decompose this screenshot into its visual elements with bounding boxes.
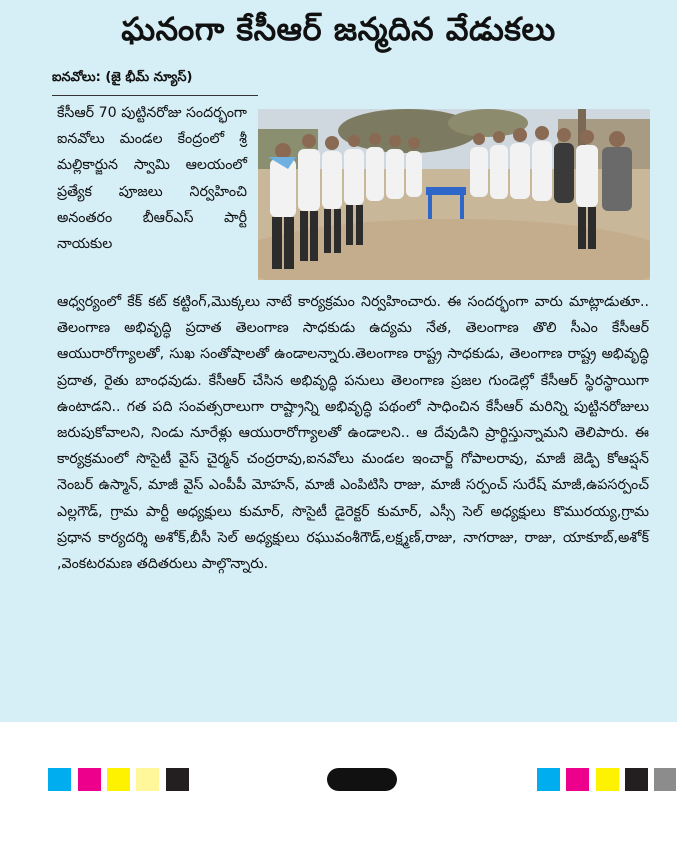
black-swatch	[166, 768, 189, 791]
gray-swatch-right	[654, 768, 676, 791]
article-body-left-column: కేసీఆర్ 70 పుట్టినరోజు సందర్భంగా ఐనవోలు మండల కేంద్రంలో శ్రీ మల్లికార్జున స్వామి ఆలయంలో ప్రత్యేక పూజలు నిర్వహించి అనంతరం బీఆర్ఎస్ పార్టీ నాయకుల	[57, 105, 247, 253]
magenta-swatch-right	[566, 768, 589, 791]
group-photo	[258, 109, 650, 280]
magenta-swatch	[78, 768, 101, 791]
black-swatch-right	[625, 768, 648, 791]
cyan-swatch-right	[537, 768, 560, 791]
article-headline: ఘనంగా కేసీఆర్ జన్మదిన వేడుకలు	[121, 10, 556, 48]
light-yellow-swatch	[136, 768, 159, 791]
group-photo-icon	[258, 109, 650, 280]
yellow-swatch	[107, 768, 130, 791]
yellow-swatch-right	[596, 768, 619, 791]
article-body-full-width: ఆధ్వర్యంలో కేక్ కట్ కట్టింగ్,మొక్కలు నాటే కార్యక్రమం నిర్వహించారు. ఈ సందర్భంగా వారు మాట్లాడుతూ.. తెలంగాణ అభివృద్ధి ప్రదాత తెలంగాణ సాధకుడు ఉద్యమ నేత, తెలంగాణ తొలి సీఎం కేసీఆర్ ఆయురారోగ్యాలతో, సుఖ సంతోషాలతో ఉండాలన్నారు.తెలంగాణ రాష్ట్ర సాధకుడు, తెలంగాణ రాష్ట్ర అభివృద్ధి ప్రదాత, రైతు బాంధవుడు. కేసీఆర్ చేసిన అభివృద్ధి పనులు తెలంగాణ ప్రజల గుండెల్లో కేసీఆర్ స్థిరస్థాయిగా ఉంటాడని.. గత పది సంవత్సరాలుగా రాష్ట్రాన్ని అభివృద్ధి పథంలో సాధించిన కేసీఆర్ మరిన్ని పుట్టినరోజులు జరుపుకోవాలని, నిండు నూరేళ్లు ఆయురారోగ్యాలతో ఉండాలని.. ఆ దేవుడిని ప్రార్థిస్తున్నామని తెలిపారు. ఈ కార్యక్రమంలో సొసైటీ వైస్ చైర్మన్ చంద్రరావు,ఐనవోలు మండల ఇంచార్జ్ గోపాలరావు, మాజీ జెడ్పి కోఆప్షన్ నెంబర్ ఉస్మాన్, మాజీ వైస్ ఎంపీపీ మోహన్, మాజీ ఎంపిటిసి రాజు, మాజీ సర్పంచ్ సురేష్ మాజీ,ఉపసర్పంచ్ ఎల్లగౌడ్, గ్రామ పార్టీ అధ్యక్షులు కుమార్, సొసైటీ డైరెక్టర్ కుమార్, ఎస్సీ సెల్ అధ్యక్షులు కొమురయ్య,గ్రామ ప్రధాన కార్యదర్శి అశోక్,బీసీ సెల్ అధ్యక్షులు రఘువంశీగౌడ్,లక్ష్మణ్,రాజు, నాగరాజు, రాజు, యాకూబ్,అశోక్ ,వెంకటరమణ తదితరులు పాల్గొన్నారు.	[57, 294, 649, 573]
dateline-underline	[52, 95, 258, 96]
registration-pill	[327, 768, 397, 791]
cyan-swatch	[48, 768, 71, 791]
article-dateline: ఐనవోలు: (జై భీమ్ న్యూస్)	[52, 70, 193, 85]
